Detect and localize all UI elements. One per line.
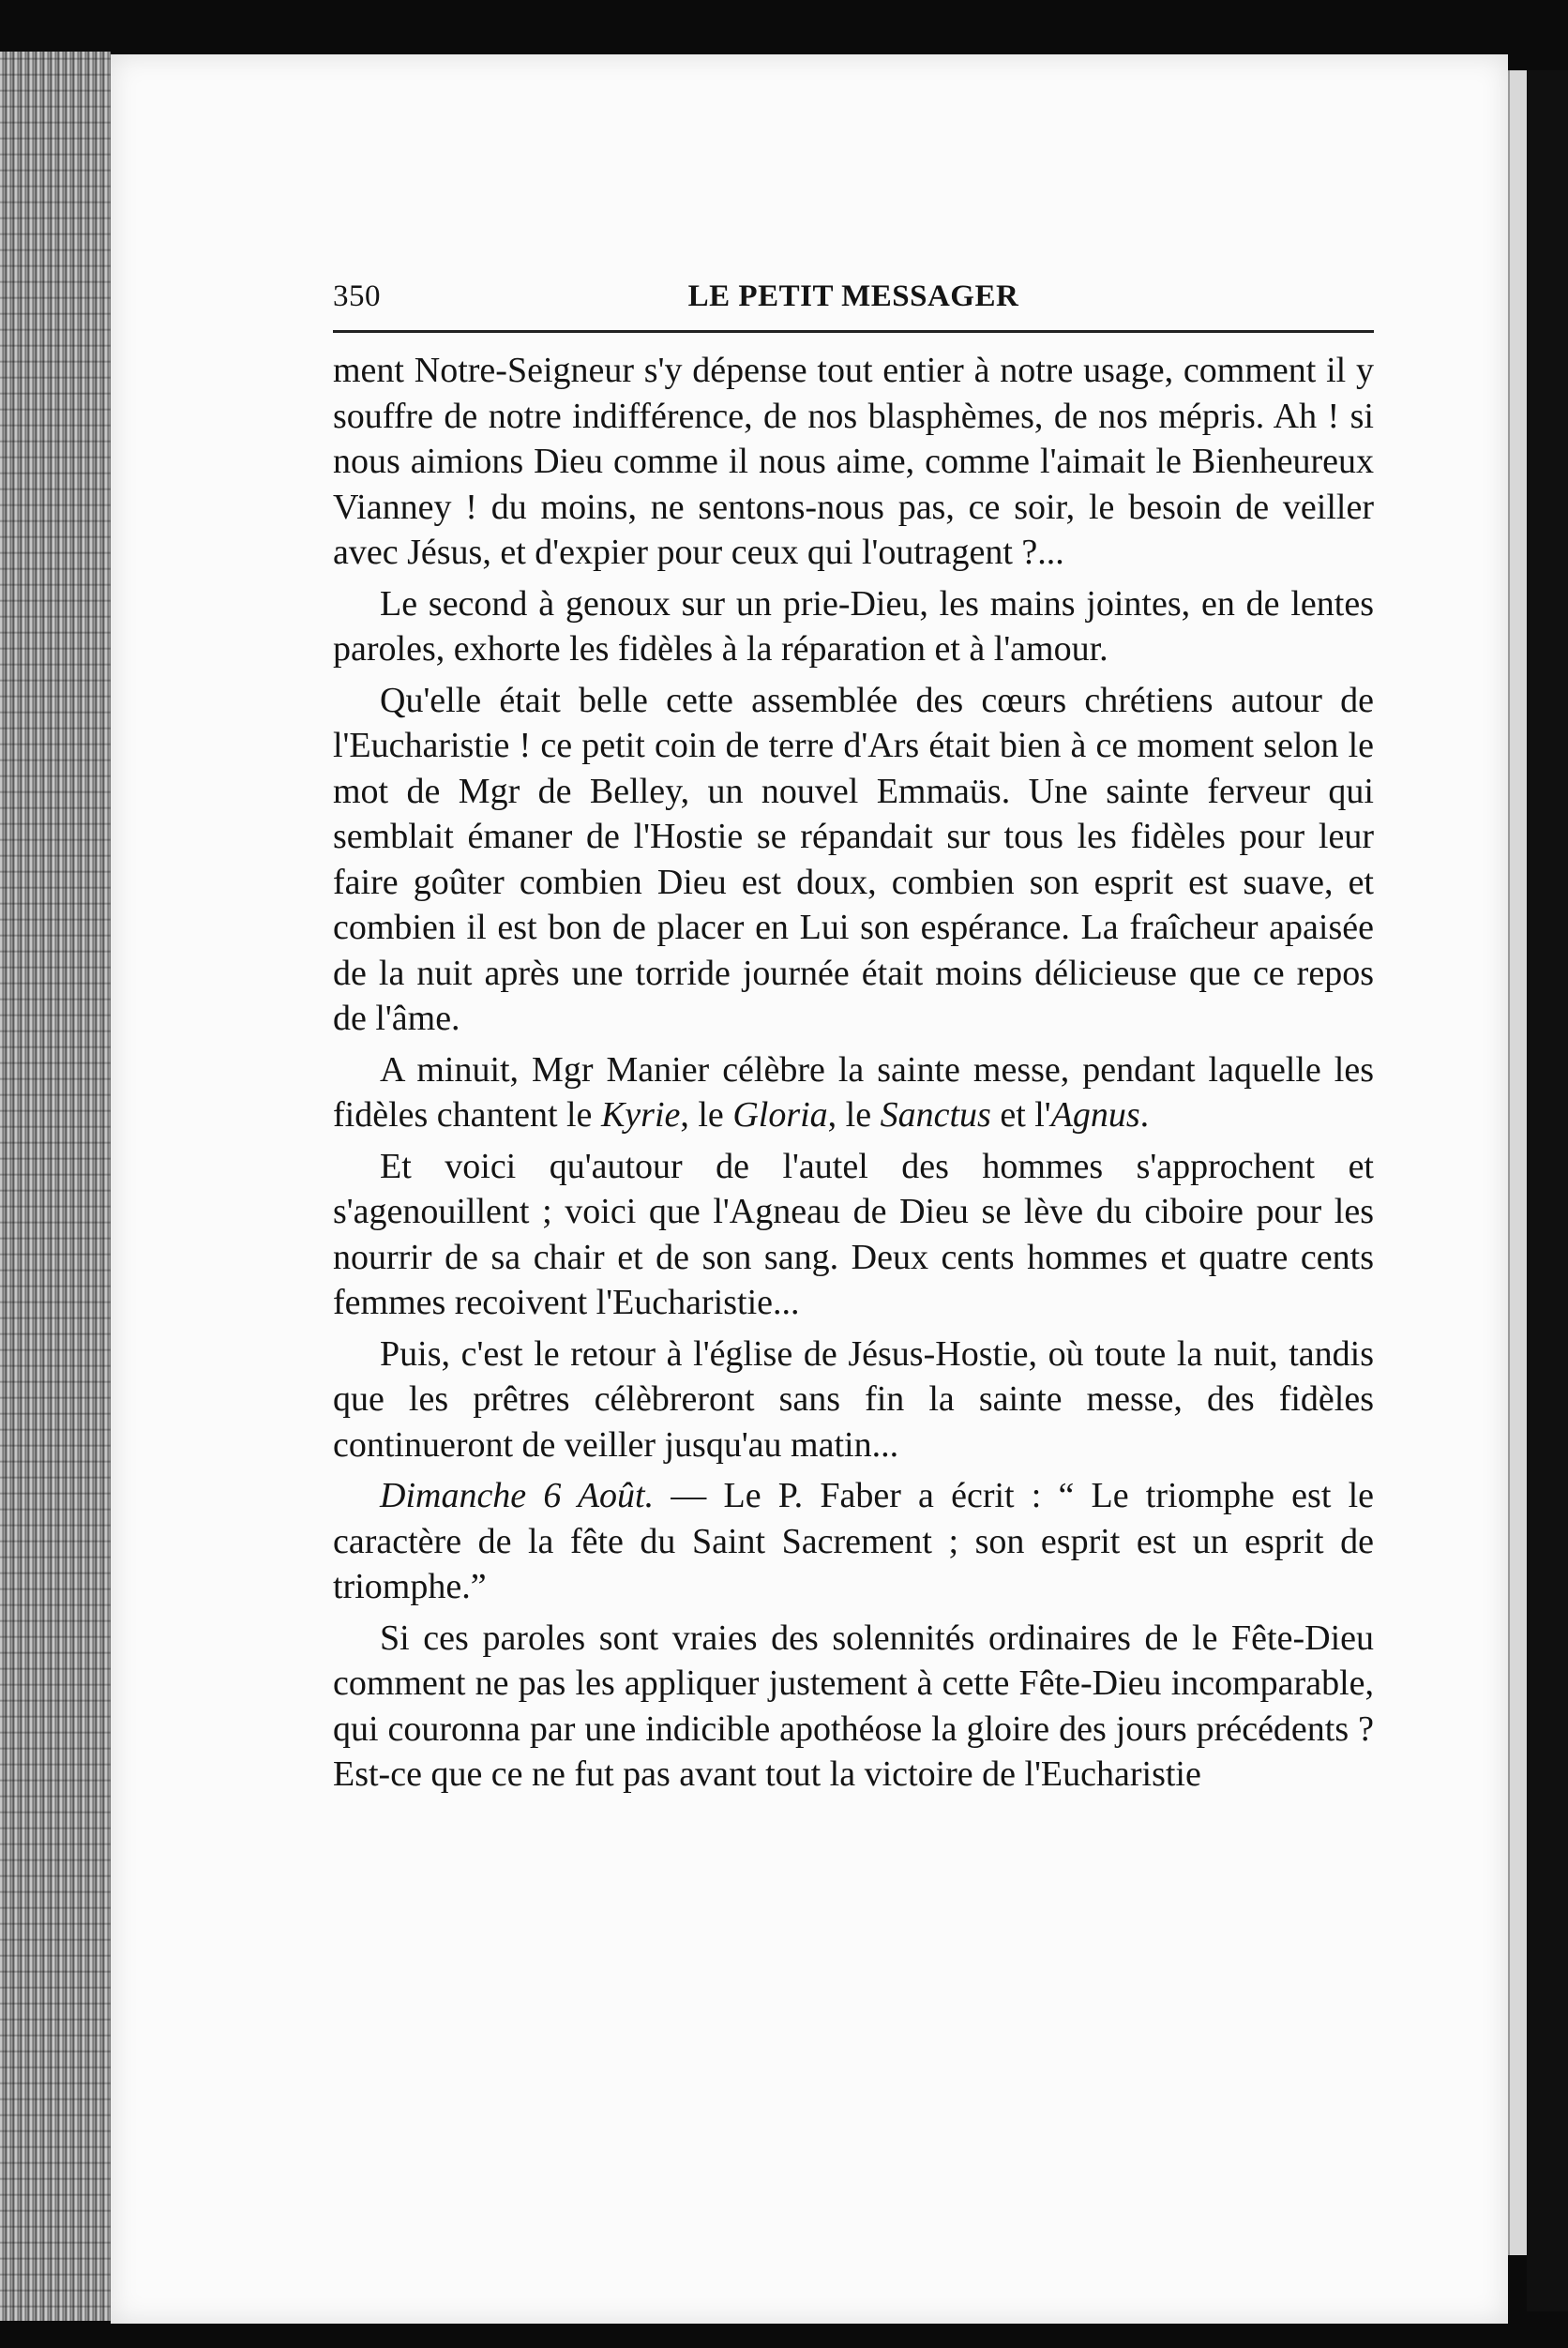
journal-title: LE PETIT MESSAGER [687,279,1019,313]
paragraph-midnight-mass [333,1047,1374,1138]
page-number: 350 [333,279,381,313]
paragraph: Qu'elle était belle cette assemblée des cœurs chrétiens autour de l'Eucharistie ! ce petit coin de terre d'Ars était bien à ce moment selon le mot de Mgr de Belley, un nouvel Emmaüs. Une sainte ferveur qui semblait émaner de l'Hostie se répandait sur tous les fidèles pour leur faire goûter combien Dieu est doux, combien son esprit est suave, et combien il est bon de placer en Lui son espérance. La fraîcheur apaisée de la nuit après une torride journée était moins délicieuse que ce repos de l'âme. [333,680,1374,1038]
text-run: , le [680,1095,733,1135]
text-block [333,272,1374,1803]
text-run: — Le P. Faber a écrit : “ Le triomphe est le caractère de la fête du Saint Sacrement ; son esprit est un esprit de triomphe.” [333,1476,1374,1606]
body-text [333,348,1374,1798]
italic-term-sanctus: Sanctus [880,1095,991,1135]
italic-date: Dimanche 6 Août. [380,1476,655,1515]
stacked-page-edges [0,52,111,2321]
text-run: et l' [990,1095,1051,1135]
paragraph: Puis, c'est le retour à l'église de Jésus-Hostie, où toute la nuit, tandis que les prêtres célèbreront sans fin la sainte messe, des fidèles continueront de veiller jusqu'au matin... [333,1333,1374,1465]
italic-term-agnus: Agnus [1050,1095,1140,1135]
text-run: , le [827,1095,881,1135]
text-run: A minuit, Mgr Manier célèbre la sainte messe, pendant laquelle les fidèles chantent le [333,1049,1374,1135]
italic-term-gloria: Gloria [732,1095,828,1135]
running-head [333,272,1374,333]
paragraph: Et voici qu'autour de l'autel des hommes s'approchent et s'agenouillent ; voici que l'Agneau de Dieu se lève du ciboire pour les nourrir de sa chair et de son sang. Deux cents hommes et quatre cents femmes recoivent l'Eucharistie... [333,1146,1374,1322]
facing-page-edge [1508,70,1529,2255]
paragraph-continued: ment Notre-Seigneur s'y dépense tout entier à notre usage, comment il y souffre de notre indifférence, de nos blasphèmes, de nos mépris. Ah ! si nous aimions Dieu comme il nous aime, comme l'aimait le Bienheureux Vianney ! du moins, ne sentons-nous pas, ce soir, le besoin de veiller avec Jésus, et d'expier pour ceux qui l'outragent ?... [333,351,1374,572]
paragraph: Si ces paroles sont vraies des solennités ordinaires de le Fête-Dieu comment ne pas les appliquer justement à cette Fête-Dieu incomparable, qui couronna par une indicible apothéose la gloire des jours précédents ? Est-ce que ce ne fut pas avant tout la victoire de l'Eucharistie [333,1618,1374,1794]
paragraph: Le second à genoux sur un prie-Dieu, les mains jointes, en de lentes paroles, exhorte les fidèles à la réparation et à l'amour. [333,583,1374,669]
italic-term-kyrie: Kyrie [600,1095,681,1135]
paragraph-dated [333,1473,1374,1610]
scanner-background [1527,70,1568,2311]
text-run: . [1139,1095,1150,1135]
